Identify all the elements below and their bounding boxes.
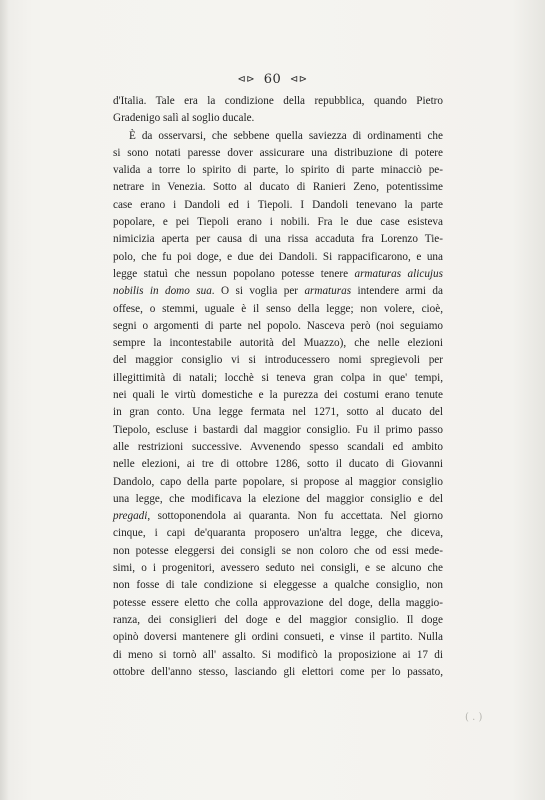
text-line: ottobre dell'anno stesso, lasciando gli elettori come per lo passato, (113, 665, 443, 678)
text-line: case erano i Dandoli ed i Tiepoli. I Dandoli tenevano la parte (113, 198, 443, 211)
text-line: potesse essere eletto che colla approvazione del doge, della maggio- (113, 596, 443, 609)
page-number: 60 (263, 72, 282, 87)
text-line: di meno si tornò all' assalto. Si modificò la proposizione ai 17 di (113, 648, 443, 661)
text-line: polo, che fu poi doge, e due dei Dandoli. Si rappacificarono, e una (113, 250, 443, 263)
ornament-left: ⊲⊳ (237, 74, 256, 85)
text-line: opinò doversi mantenere gli ordini consueti, e vinse il partito. Nulla (113, 631, 443, 644)
page-binding-shadow (0, 0, 9, 800)
text-line: sempre la incontestabile autorità del Muazzo), che nelle elezioni (113, 337, 443, 350)
text-line: non potesse eleggersi dei consigli se non coloro che od essi mede- (113, 544, 443, 557)
text-line: illegittimità di natali; locchè si teneva gran colpa in que' tempi, (113, 371, 443, 384)
text-line: Tiepolo, escluse i bastardi dal maggior consiglio. Fu il primo passo (113, 423, 443, 436)
text-line: nelle elezioni, ai tre di ottobre 1286, sotto il ducato di Giovanni (113, 458, 443, 471)
ornament-right: ⊲⊳ (289, 74, 308, 85)
corner-mark: ( . ) (465, 712, 483, 723)
text-line: offese, o stemmi, uguale è il senso della legge; non volere, cioè, (113, 302, 443, 315)
text-line: popolare, e pei Tiepoli erano i nobili. Fra le due case esisteva (113, 216, 443, 229)
text-line: ranza, dei consiglieri del doge e del maggior consiglio. Il doge (113, 613, 443, 626)
text-line: valida a torre lo spirito di parte, lo spirito di parte minacciò pe- (113, 164, 443, 177)
text-line: del maggior consiglio vi si introducessero nomi spregievoli per (113, 354, 443, 367)
text-line: netrare in Venezia. Sotto al ducato di Ranieri Zeno, potentissime (113, 181, 443, 194)
text-line: non fosse di tale condizione si eleggesse a qualche consiglio, non (113, 579, 443, 592)
text-line: legge statuì che nessun popolano potesse tenere armaturas alicujus (113, 267, 443, 280)
text-line: in gran conto. Una legge fermata nel 1271, sotto al ducato del (113, 406, 443, 419)
text-line: simi, o i progenitori, avessero seduto nei consigli, e se alcuno che (113, 562, 443, 575)
text-line: nei quali le virtù domestiche e la purezza dei costumi erano tenute (113, 389, 443, 402)
text-line: alle restrizioni successive. Avvenendo spesso scandali ed ambito (113, 440, 443, 453)
text-line: segni o argomenti di parte nel popolo. Nasceva però (noi seguiamo (113, 319, 443, 332)
page-header (0, 72, 545, 87)
text-line: Gradenigo salì al soglio ducale. (113, 112, 255, 125)
text-line: una legge, che modificava la elezione del maggior consiglio e del (113, 492, 443, 505)
text-line: È da osservarsi, che sebbene quella saviezza di ordinamenti che (129, 129, 443, 142)
text-line: pregadi, sottoponendola ai quaranta. Non fu accettata. Nel giorno (113, 510, 443, 523)
text-line: d'Italia. Tale era la condizione della repubblica, quando Pietro (113, 95, 443, 107)
text-line: nimicizia aperta per causa di una rissa accaduta fra Lorenzo Tie- (113, 233, 443, 246)
text-line: cinque, i capi de'quaranta proposero un'altra legge, che diceva, (113, 527, 443, 540)
body-text (113, 93, 443, 681)
text-line: nobilis in domo sua. O si voglia per armaturas intendere armi da (113, 285, 443, 298)
text-line: si sono notati paresse dover assicurare una distribuzione di potere (113, 146, 443, 159)
text-line: Dandolo, capo della parte popolare, si propose al maggior consiglio (113, 475, 443, 488)
